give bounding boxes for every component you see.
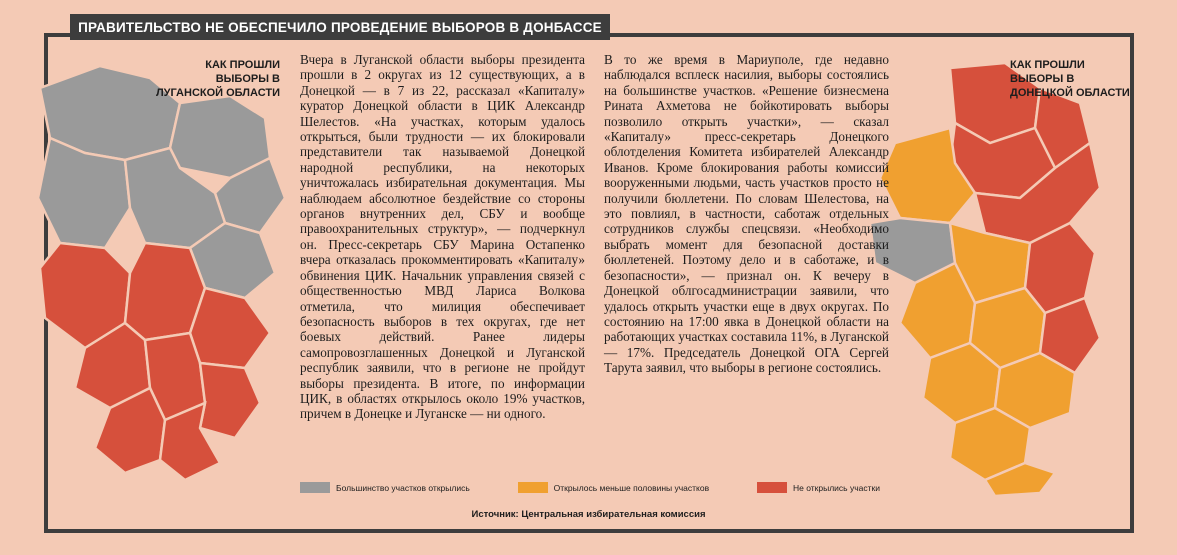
legend-swatch-red bbox=[757, 482, 787, 493]
map-caption-donetsk: КАК ПРОШЛИ ВЫБОРЫ В ДОНЕЦКОЙ ОБЛАСТИ bbox=[1010, 59, 1130, 99]
legend-label: Не открылись участки bbox=[793, 482, 880, 493]
legend bbox=[300, 482, 880, 493]
legend-swatch-orange bbox=[518, 482, 548, 493]
legend-label: Большинство участков открылись bbox=[336, 482, 470, 493]
article-text-left: Вчера в Луганской области выборы президента прошли в 2 округах из 12 существующих, а в Донецкой — в 7 из 22, рассказал «Капиталу» куратор Донецкой области в ЦИК Александр Шелестов. «На участках, которым удалось открыться, были трудности — их блокировали представители так называемой Донецкой народной республики, на некоторых уничтожалась избирательная документация. Мы наблюдаем абсолютное бездействие со стороны органов внутренних дел, СБУ и вообще правоохранительных структур», — подчеркнул он. Пресс-секретарь СБУ Марина Остапенко вчера отказалась прокомментировать «Капиталу» обвинения ЦИК. Начальник управления связей с общественностью МВД Лариса Волкова отметила, что милиция обеспечивает безопасность выборов в тех округах, где нет боевых действий. Ранее лидеры самопровозглашенных Донецкой и Луганской республик заявили, что в регионе не пройдут выборы президента. В итоге, по информации ЦИК, в областях открылось около 19% участков, причем в Донецке и Луганске — ни одного. bbox=[300, 52, 585, 422]
map-lugansk-oblast bbox=[30, 48, 295, 488]
region-lugansk-se bbox=[190, 288, 270, 368]
source-note: Источник: Центральная избирательная комиссия bbox=[471, 509, 706, 520]
border-frame-top-right bbox=[606, 33, 1134, 37]
border-frame-top-left bbox=[44, 33, 74, 37]
article-text-right: В то же время в Мариуполе, где недавно наблюдался всплеск насилия, выборы состоялись на большинстве участков. «Решение бизнесмена Рината Ахметова не бойкотировать выборы позволило открыть участки», — сказал «Капиталу» пресс-секретарь Донецкого облотделения Комитета избирателей Александр Иванов. Кроме блокирования работы комиссий вооруженными людьми, часть участков просто не получили бюллетени. По словам Шелестова, на это повлиял, в частности, саботаж отдельных сотрудников службы спецсвязи. «Необходимо выбрать момент для безопасной доставки бюллетеней. Поэтому дело и в саботаже, и в безопасности», — признал он. К вечеру в Донецкой облгосадминистрации заявили, что удалось открыть участки еще в двух округах. По состоянию на 17:00 явка в Донецкой области на работающих участках составила 11%, в Луганской — 17%. Председатель Донецкой ОГА Сергей Тарута заявил, что выборы в регионе состоялись. bbox=[604, 52, 889, 376]
page-title: ПРАВИТЕЛЬСТВО НЕ ОБЕСПЕЧИЛО ПРОВЕДЕНИЕ ВЫБОРОВ В ДОНБАССЕ bbox=[70, 14, 610, 40]
article-column-left bbox=[300, 52, 585, 422]
legend-swatch-grey bbox=[300, 482, 330, 493]
article-column-right bbox=[604, 52, 889, 376]
map-donetsk-oblast bbox=[855, 48, 1115, 498]
legend-label: Открылось меньше половины участков bbox=[553, 482, 710, 493]
legend-item bbox=[757, 482, 880, 493]
region-lugansk-s3 bbox=[200, 363, 260, 438]
legend-item bbox=[300, 482, 470, 493]
map-caption-lugansk: КАК ПРОШЛИ ВЫБОРЫ В ЛУГАНСКОЙ ОБЛАСТИ bbox=[155, 59, 280, 99]
legend-item bbox=[518, 482, 709, 493]
